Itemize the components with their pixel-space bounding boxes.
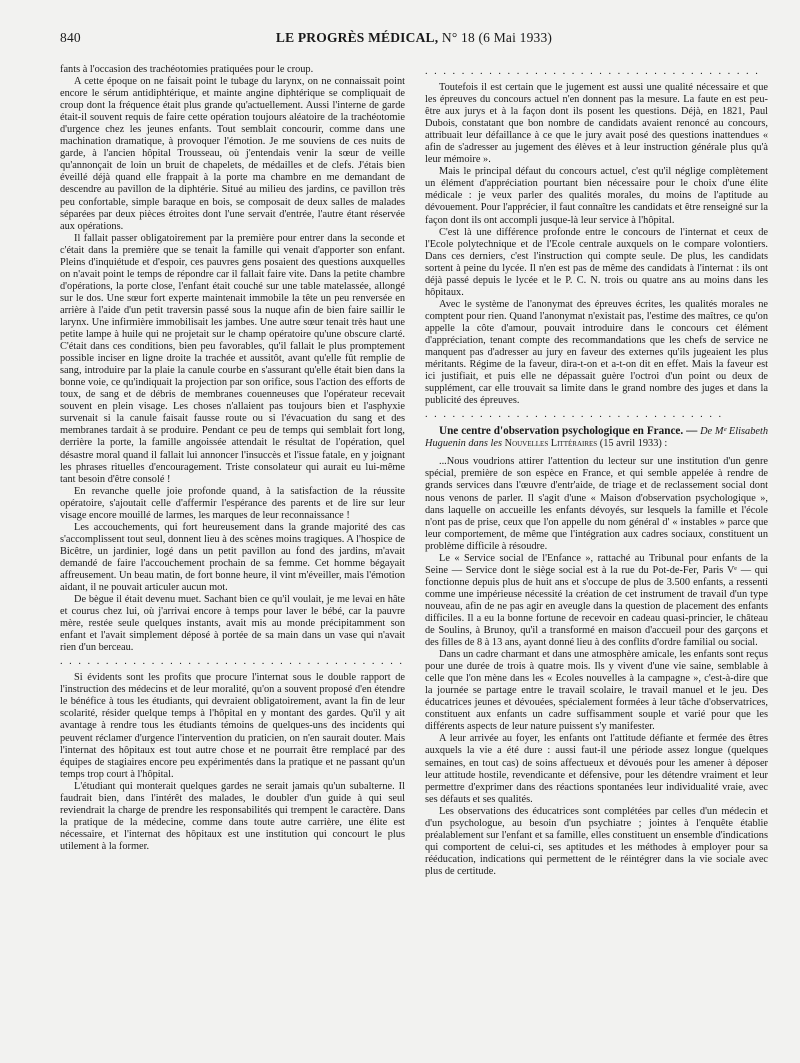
right-column [425,64,768,1049]
section-author: De Mᵉ Elisabeth Huguenin dans les [425,426,768,450]
section-title: Une centre d'observation psychologique en France. — [439,425,698,438]
issue-number: N° 18 (6 Mai 1933) [441,30,553,45]
quoted-paragraph: A leur arrivée au foyer, les enfants ont l'attitude défiante et fermée des êtres auxquels la vie a été dure : aussi faut-il une période assez longue (quelques semaines, en tout cas) de soins affectueux et dévoués pour les amener à déposer leur attitude hostile, revendicante et défensive, pour les détendre vraiment et leur permettre d'exprimer dans des réactions spontanées leur individualité vraie, avec ses défauts et ses qualités. [425,733,768,805]
left-column [60,64,405,1049]
paragraph: Mais le principal défaut du concours actuel, c'est qu'il néglige complètement un élément d'appréciation pourtant bien nécessaire pour le choix d'une élite médicale : je veux parler des qualités morales, du moins de l'aptitude au dévouement. Pour l'apprécier, il faut connaître les candidats et être renseigné sur la façon dont ils ont accompli jusque-là leur service à l'hôpital. [425,166,768,226]
paragraph: Il fallait passer obligatoirement par la première pour entrer dans la seconde et c'était dans la première que se tenait la famille qui venait d'apporter son enfant. Pleins d'inquiétude et d'espoir, ces pauvres gens posaient des questions auxquelles on n'avait point le temps de répondre car il fallait faire vite. Dans la petite chambre d'opérations, la porte close, l'enfant était couché sur une table matelassée, allongé sur le dos. Une sœur fort experte maintenait immobile la tête un peu renversée en arrière à l'aide d'un petit traversin passé sous la nuque afin de bien faire saillir le larynx. Une infirmière immobilisait les jambes. Une autre sœur tenait très haut une petite lampe à huile qui ne projetait sur le champ opératoire qu'une obscure clarté. C'était dans ces conditions, bien peu favorables, qu'il fallait le plus promptement possible inciser en ligne droite la trachée et aussitôt, avant qu'elle fût remplie de sang, introduire par la plaie la canule courbe en s'assurant qu'elle était bien dans la bonne voie, ce qu'indiquait la projection par son orifice, sous l'action des efforts de toux, de sang et de débris de membranes couenneuses que l'opérateur recevait souvent en plein visage. Les choses n'allaient pas toujours bien et l'asphyxie survenait si la canule faisait fausse route ou si l'évacuation du sang et des membranes tardait à se produire. Pendant ce peu de temps qui semblait fort long, derrière la porte, la famille angoissée attendait le résultat de l'opération, quel désastre moral quand il fallait lui annoncer l'insuccès et l'issue fatale, en y joignant les phrases rituelles d'encouragement. Triste consolateur qui aurait eu lui-même tant besoin d'être consolé ! [60,232,405,485]
paragraph: En revanche quelle joie profonde quand, à la satisfaction de la réussite opératoire, s'ajoutait celle d'affermir l'espérance des parents et de lire sur leur visage encore mouillé de larmes, les marques de leur reconnaissance ! [60,485,405,521]
paragraph: L'étudiant qui monterait quelques gardes ne serait jamais qu'un subalterne. Il faudrait bien, dans l'intérêt des malades, le doubler d'un guide à qui seul reviendrait la charge de prendre les responsabilités qui trempent le caractère. Dans la pratique de la médecine, comme dans toute autre carrière, une élite est nécessaire, et l'internat des hôpitaux est une institution qui concourt le plus utilement à la former. [60,780,405,852]
paragraph: A cette époque on ne faisait point le tubage du larynx, on ne connaissait point encore le sérum antidiphtérique, et mainte angine diphtérique se compliquait de croup dont la fréquence était plus grande qu'actuellement. Aussi l'interne de garde était-il souvent requis de faire cette opération toujours aléatoire de la trachéotomie d'urgence chez les jeunes enfants. Tout semblait concourir, comme dans une machination dramatique, à provoquer l'émotion. Je me souviens de ces nuits de garde, à l'ancien hôpital Trousseau, où j'entendais venir la sœur de veille qu'annonçait de loin un bruit de chapelets, de médailles et de clefs. J'étais bien éveillé déjà quand elle frappait à la porte ma chambre en me demandant de descendre au pavillon de la diphtérie. Situé au milieu des jardins, ce pavillon très peu confortable, simple baraque en bois, se composait de deux salles de malades séparées par deux pièces étroites dont l'une servait d'entrée, l'autre étant réservée aux opérations. [60,76,405,232]
dotted-separator: . . . . . . . . . . . . . . . . . . . . . . . . . . . . . . . . . . . . . [425,66,760,77]
section-date: (15 avril 1933) : [599,438,668,450]
dotted-separator: . . . . . . . . . . . . . . . . . . . . . . . . . . . . . . . . . . . . . . [60,656,404,668]
page-number: 840 [60,30,81,45]
paragraph: Les accouchements, qui fort heureusement dans la grande majorité des cas s'accomplissent tout seul, donnent lieu à des scènes moins tragiques. A l'hospice de Bicêtre, un jardinier, logé dans un petit pavillon au fond des jardins, m'avait demandé de faire l'accouchement prochain de sa femme. Cet homme bégayait affreusement. Un beau matin, de fort bonne heure, il vint m'éveiller, mais l'émotion aidant, il ne pouvait articuler aucun mot. [60,521,405,594]
paragraph: C'est là une différence profonde entre le concours de l'internat et ceux de l'Ecole polytechnique et de l'Ecole centrale auxquels on le compare volontiers. Dans ces derniers, c'est l'instruction qui compte seule. De plus, les candidats sortent à peine du lycée. Il n'en est pas de même des candidats à l'internat : ils ont déjà passé depuis le lycée et le P. C. N. trois ou quatre ans au moins dans les hôpitaux. [425,226,768,298]
running-title [60,30,768,46]
quoted-paragraph: Le « Service social de l'Enfance », rattaché au Tribunal pour enfants de la Seine — Service dont le siège social est à la rue du Pot-de-Fer, Paris Vᵉ — qui fonctionne depuis plus de huit ans et s'occupe de plus de 3.500 enfants, a ressenti comme une impérieuse nécessité la création de cet instrument de travail d'un type nouveau, afin de ne pas agir en aveugle dans la question de placement des enfants difficiles. Il a eu la bonne fortune de recevoir en cadeau quasi-princier, le château de Soulins, à Brunoy, qu'il a transformé en maison d'accueil pour des garçons et des filles de 8 à 13 ans, ayant donné lieu à des conflits d'ordre familial ou social. [425,552,768,649]
journal-name: LE PROGRÈS MÉDICAL, [275,30,439,45]
paragraph: Si évidents sont les profits que procure l'internat sous le double rapport de l'instruction des médecins et de leur moralité, qu'on a souvent proposé d'en étendre le bénéfice à tous les étudiants, qui devraient obligatoirement, avant la fin de leur scolarité, résider quelque temps à l'hôpital en y montant des gardes. Qu'il y ait avantage à rendre tous les étudiants témoins de quelques-uns des incidents qui peuvent réclamer d'urgence l'intervention du praticien, on n'en saurait douter. Mais l'internat des hôpitaux est tout autre chose et ne pourrait être remplacé par des équipes de stagiaires encore peu expérimentés dans la pratique et ne passant qu'un temps trop court à l'hôpital. [60,672,405,780]
quoted-paragraph: Les observations des éducatrices sont complétées par celles d'un médecin et d'un psychologue, au besoin d'un psychiatre ; jointes à l'enquête établie préalablement sur l'enfant et sa famille, elles constituent un ensemble d'indications qui comportent de celui-ci, ses aptitudes et les méthodes à employer pour sa rééducation, indications qui permettent de le réintégrer dans la vie sociale avec plus de certitude. [425,805,768,877]
dotted-separator: . . . . . . . . . . . . . . . . . . . . . . . . . . . . . . . . . [425,409,724,421]
paragraph: Toutefois il est certain que le jugement est aussi une qualité nécessaire et que les épreuves du concours actuel n'en donnent pas la mesure. La faute en est peu-être aux jurys et à la façon dont ils posent les questions. Déjà, en 1821, Paul Dubois, constatant que bon nombre de candidats avaient renoncé au concours, attribuait leur défaillance à ce que le jury avait posé des questions inattendues « afin de s'adresser au jugement des élèves et à leur instruction générale plus qu'à leur mémoire ». [425,82,768,166]
paragraph: fants à l'occasion des trachéotomies pratiquées pour le croup. [60,64,314,75]
section-heading [425,425,768,450]
quoted-paragraph: ...Nous voudrions attirer l'attention du lecteur sur une institution d'un genre spécial, première de son espèce en France, et qui semble appelée à rendre de grands services dans l'œuvre d'entr'aide, de triage et de reclassement social dont nous venons de parler. Il s'agit d'une « Maison d'observation psychologique », dans laquelle on accueille les enfants dévoyés, sur lesquels la famille et l'école n'ont pas de prise, ceux que l'on appelle du nom général d' « instables » parce que leur comportement, de même que l'intégration aux cadres sociaux, constituent un problème difficile à résoudre. [425,456,768,552]
paragraph: Avec le système de l'anonymat des épreuves écrites, les qualités morales ne comptent pour rien. Quand l'anonymat n'existait pas, l'estime des maîtres, ce qu'on appelle la côte d'amour, pouvait introduire dans le concours cet élément d'appréciation, tenant compte des recommandations que les chefs de service ne manquent pas d'adresser au jury en faveur des externes qu'ils jugeaient les plus méritants. Régime de la faveur, dira-t-on et a-t-on dit en effet. Mais la faveur est ici justifiait, et puis elle ne dépassait guère l'octroi d'un point ou deux de supplément, car elle trouvait sa limite dans le grand nombre des juges et dans la publicité des épreuves. [425,298,768,407]
quoted-paragraph: Dans un cadre charmant et dans une atmosphère amicale, les enfants sont reçus pour une durée de trois à quatre mois. Ils y vivent d'une vie saine, semblable à celle que l'on mène dans les « Ecoles nouvelles à la campagne », c'est-à-dire que la journée se partage entre le travail scolaire, le travail manuel et le jeu. Des éducatrices jeunes et dévouées, spécialement formées à leur tâche d'observatrices, constituent aux enfants un cadre suffisamment souple et varié pour que les différents aspects de leur nature puissent s'y manifester. [425,649,768,733]
paragraph: De bègue il était devenu muet. Sachant bien ce qu'il voulait, je me levai en hâte et courus chez lui, où j'arrivai encore à temps pour laver le bébé, car la pauvre mère, restée seule quelques instants, avait mis au monde précipitamment son enfant et l'avait simplement déposé à portée de sa main dans un vase qui n'avait rien d'un berceau. [60,594,405,654]
section-source: Nouvelles Littéraires [504,438,598,450]
page-header [60,30,768,46]
